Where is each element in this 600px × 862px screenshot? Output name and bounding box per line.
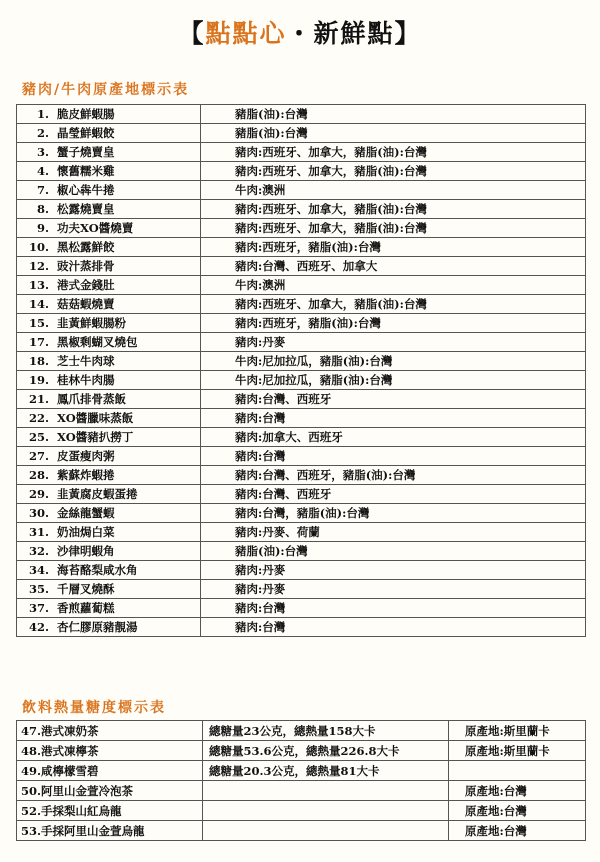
dish-number: 34.: [28, 563, 49, 577]
table-row: [17, 599, 586, 618]
dish-name: 韭黃鮮蝦腸粉: [57, 316, 126, 330]
table-row: [17, 333, 586, 352]
dish-name: XO醬豬扒撈丁: [57, 430, 134, 444]
table-row: [17, 105, 586, 124]
table-row: [17, 238, 586, 257]
origin-cell: 豬肉:西班牙，豬脂(油):台灣: [201, 238, 586, 257]
drink-origin-cell: [449, 761, 586, 781]
dish-cell: [17, 504, 201, 523]
origin-cell: 豬肉:西班牙、加拿大，豬脂(油):台灣: [201, 162, 586, 181]
dish-name: 紫蘇炸蝦捲: [57, 468, 115, 482]
dish-cell: [17, 162, 201, 181]
drink-name: 49.咸檸檬雪碧: [17, 761, 203, 781]
nutrition-cell: [203, 781, 449, 801]
table-row: [17, 371, 586, 390]
origin-cell: 豬肉:台灣: [201, 409, 586, 428]
dish-name: 桂林牛肉腸: [57, 373, 115, 387]
dish-number: 32.: [28, 544, 49, 558]
dish-number: 13.: [28, 278, 49, 292]
table-row: [17, 219, 586, 238]
table-row: [17, 721, 586, 741]
dish-number: 3.: [36, 145, 49, 159]
table-row: [17, 257, 586, 276]
brand-tagline: 新鮮點: [313, 19, 395, 48]
table-row: [17, 143, 586, 162]
origin-cell: 豬肉:台灣、西班牙: [201, 485, 586, 504]
dish-name: 晶瑩鮮蝦餃: [57, 126, 115, 140]
dish-number: 7.: [36, 183, 49, 197]
table-row: [17, 801, 586, 821]
dish-cell: [17, 352, 201, 371]
origin-cell: 豬肉:台灣，豬脂(油):台灣: [201, 504, 586, 523]
origin-cell: 豬脂(油):台灣: [201, 542, 586, 561]
table-row: [17, 162, 586, 181]
dish-cell: [17, 466, 201, 485]
table-row: [17, 352, 586, 371]
table-row: [17, 485, 586, 504]
dish-number: 35.: [28, 582, 49, 596]
drinks-table: [16, 720, 586, 841]
dish-number: 30.: [28, 506, 49, 520]
origin-cell: 豬肉:台灣: [201, 599, 586, 618]
origin-cell: 豬肉:丹麥: [201, 580, 586, 599]
dish-name: 椒心犇牛捲: [57, 183, 115, 197]
table-row: [17, 390, 586, 409]
dish-name: 金絲龍蟹蝦: [57, 506, 115, 520]
table-row: [17, 295, 586, 314]
dish-number: 8.: [36, 202, 49, 216]
table-row: [17, 276, 586, 295]
table-row: [17, 466, 586, 485]
page-title: [0, 14, 600, 50]
dish-name: 皮蛋瘦肉粥: [57, 449, 115, 463]
dish-number: 9.: [36, 221, 49, 235]
origin-cell: 豬肉:西班牙、加拿大，豬脂(油):台灣: [201, 200, 586, 219]
dish-cell: [17, 314, 201, 333]
dish-cell: [17, 105, 201, 124]
dish-number: 4.: [36, 164, 49, 178]
drink-name: 47.港式凍奶茶: [17, 721, 203, 741]
brand-name: 點點心: [205, 19, 287, 48]
dish-name: 蟹子燒賣皇: [57, 145, 115, 159]
dish-name: 杏仁膠原豬靚湯: [57, 620, 138, 634]
origin-cell: 牛肉:澳洲: [201, 276, 586, 295]
dish-cell: [17, 181, 201, 200]
dish-name: 松露燒賣皇: [57, 202, 115, 216]
dish-cell: [17, 390, 201, 409]
dish-cell: [17, 295, 201, 314]
dish-name: 黑松露鮮餃: [57, 240, 115, 254]
dish-number: 28.: [28, 468, 49, 482]
dish-name: 黑椒剩蝴叉燒包: [57, 335, 138, 349]
dish-number: 15.: [28, 316, 49, 330]
table-row: [17, 821, 586, 841]
table-row: [17, 447, 586, 466]
drink-origin-cell: 原產地:台灣: [449, 801, 586, 821]
table-row: [17, 561, 586, 580]
table-row: [17, 741, 586, 761]
dish-cell: [17, 618, 201, 637]
drink-name: 50.阿里山金萱冷泡茶: [17, 781, 203, 801]
dish-name: 鳳爪排骨蒸飯: [57, 392, 126, 406]
dish-cell: [17, 485, 201, 504]
dish-cell: [17, 276, 201, 295]
origin-cell: 牛肉:尼加拉瓜，豬脂(油):台灣: [201, 371, 586, 390]
dish-cell: [17, 409, 201, 428]
origin-cell: 豬肉:西班牙，豬脂(油):台灣: [201, 314, 586, 333]
dish-number: 17.: [28, 335, 49, 349]
drink-origin-cell: 原產地:斯里蘭卡: [449, 741, 586, 761]
table-row: [17, 542, 586, 561]
origin-cell: 豬脂(油):台灣: [201, 105, 586, 124]
dish-name: 沙律明蝦角: [57, 544, 115, 558]
nutrition-cell: [203, 821, 449, 841]
dish-cell: [17, 219, 201, 238]
table-row: [17, 781, 586, 801]
dish-cell: [17, 333, 201, 352]
dish-cell: [17, 371, 201, 390]
dish-number: 19.: [28, 373, 49, 387]
dish-cell: [17, 124, 201, 143]
dish-number: 18.: [28, 354, 49, 368]
dish-name: 奶油焗白菜: [57, 525, 115, 539]
dish-cell: [17, 599, 201, 618]
dish-cell: [17, 580, 201, 599]
table-row: [17, 618, 586, 637]
drink-origin-cell: 原產地:台灣: [449, 781, 586, 801]
dish-number: 29.: [28, 487, 49, 501]
drink-name: 52.手採梨山紅烏龍: [17, 801, 203, 821]
table-row: [17, 409, 586, 428]
dish-number: 12.: [28, 259, 49, 273]
dish-name: 芝士牛肉球: [57, 354, 115, 368]
origin-cell: 豬肉:台灣: [201, 447, 586, 466]
dish-cell: [17, 447, 201, 466]
dish-name: 香煎蘿蔔糕: [57, 601, 115, 615]
dish-number: 37.: [28, 601, 49, 615]
table-row: [17, 761, 586, 781]
dish-number: 14.: [28, 297, 49, 311]
table-row: [17, 314, 586, 333]
dish-number: 21.: [28, 392, 49, 406]
title-bracket-close: 】: [394, 19, 422, 48]
drink-origin-cell: 原產地:台灣: [449, 821, 586, 841]
dish-number: 22.: [28, 411, 49, 425]
origin-cell: 豬肉:丹麥: [201, 333, 586, 352]
dish-cell: [17, 257, 201, 276]
dish-name: 豉汁蒸排骨: [57, 259, 115, 273]
origin-cell: 豬肉:台灣、西班牙，豬脂(油):台灣: [201, 466, 586, 485]
nutrition-cell: 總糖量23公克，總熱量158大卡: [203, 721, 449, 741]
table-row: [17, 181, 586, 200]
origin-cell: 豬肉:丹麥: [201, 561, 586, 580]
table-row: [17, 504, 586, 523]
dish-number: 42.: [28, 620, 49, 634]
dish-name: 脆皮鮮蝦腸: [57, 107, 115, 121]
title-dot: ・: [286, 19, 314, 48]
origin-cell: 豬肉:西班牙、加拿大，豬脂(油):台灣: [201, 219, 586, 238]
dish-name: 懷舊糯米雞: [57, 164, 115, 178]
dish-cell: [17, 200, 201, 219]
origin-cell: 牛肉:尼加拉瓜，豬脂(油):台灣: [201, 352, 586, 371]
meat-origin-table: [16, 104, 586, 637]
origin-cell: 豬肉:台灣、西班牙: [201, 390, 586, 409]
table-row: [17, 428, 586, 447]
table-row: [17, 580, 586, 599]
origin-cell: 牛肉:澳洲: [201, 181, 586, 200]
dish-number: 2.: [36, 126, 49, 140]
drink-name: 48.港式凍檸茶: [17, 741, 203, 761]
dish-cell: [17, 542, 201, 561]
dish-name: 功夫XO醬燒賣: [57, 221, 134, 235]
table-row: [17, 523, 586, 542]
drinks-heading: 飲料熱量糖度標示表: [22, 700, 166, 716]
table-row: [17, 124, 586, 143]
dish-name: 韭黃腐皮蝦蛋捲: [57, 487, 138, 501]
dish-cell: [17, 523, 201, 542]
dish-number: 25.: [28, 430, 49, 444]
dish-cell: [17, 428, 201, 447]
dish-number: 1.: [36, 107, 49, 121]
origin-cell: 豬肉:西班牙、加拿大，豬脂(油):台灣: [201, 143, 586, 162]
nutrition-cell: 總糖量20.3公克，總熱量81大卡: [203, 761, 449, 781]
dish-name: XO醬臘味蒸飯: [57, 411, 134, 425]
drink-name: 53.手採阿里山金萱烏龍: [17, 821, 203, 841]
meat-origin-heading: 豬肉/牛肉原產地標示表: [22, 82, 190, 98]
dish-name: 菇菇蝦燒賣: [57, 297, 115, 311]
dish-cell: [17, 238, 201, 257]
dish-name: 千層叉燒酥: [57, 582, 115, 596]
nutrition-cell: 總糖量53.6公克，總熱量226.8大卡: [203, 741, 449, 761]
table-row: [17, 200, 586, 219]
title-bracket-open: 【: [178, 19, 206, 48]
dish-cell: [17, 143, 201, 162]
dish-name: 海苔酪梨咸水角: [57, 563, 138, 577]
dish-name: 港式金錢肚: [57, 278, 115, 292]
dish-number: 31.: [28, 525, 49, 539]
nutrition-cell: [203, 801, 449, 821]
origin-cell: 豬肉:西班牙、加拿大，豬脂(油):台灣: [201, 295, 586, 314]
dish-cell: [17, 561, 201, 580]
drink-origin-cell: 原產地:斯里蘭卡: [449, 721, 586, 741]
origin-cell: 豬肉:丹麥、荷蘭: [201, 523, 586, 542]
dish-number: 27.: [28, 449, 49, 463]
dish-number: 10.: [28, 240, 49, 254]
origin-cell: 豬肉:台灣: [201, 618, 586, 637]
origin-cell: 豬肉:加拿大、西班牙: [201, 428, 586, 447]
origin-cell: 豬肉:台灣、西班牙、加拿大: [201, 257, 586, 276]
origin-cell: 豬脂(油):台灣: [201, 124, 586, 143]
